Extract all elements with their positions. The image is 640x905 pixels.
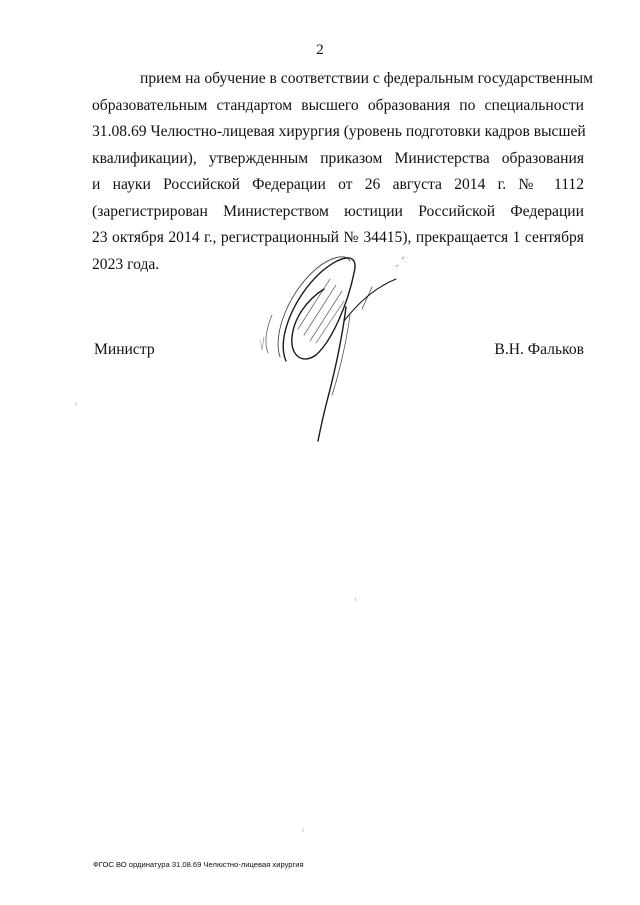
signer-title: Министр bbox=[94, 341, 155, 358]
paragraph-line: образовательным стандартом высшего образования по специальности bbox=[92, 96, 584, 114]
signer-name: В.Н. Фальков bbox=[494, 341, 584, 358]
paragraph-line: 2023 года. bbox=[92, 255, 160, 273]
paragraph-line: 31.08.69 Челюстно-лицевая хирургия (уровень подготовки кадров высшей bbox=[92, 123, 586, 140]
paragraph-line: и науки Российской Федерации от 26 августа 2014 г. № 1112 bbox=[92, 176, 584, 193]
paragraph-line: квалификации), утвержденным приказом Министерства образования bbox=[92, 149, 584, 167]
handwritten-signature bbox=[250, 245, 420, 445]
footer-reference: ФГОС ВО ординатура 31.08.69 Челюстно-лицевая хирургия bbox=[93, 860, 304, 869]
paragraph-line: 23 октября 2014 г., регистрационный № 34415), прекращается 1 сентября bbox=[92, 229, 584, 246]
paragraph-line: прием на обучение в соответствии с федеральным государственным bbox=[140, 70, 593, 87]
page-number: 2 bbox=[316, 42, 324, 58]
paragraph-line: (зарегистрирован Министерством юстиции Российской Федерации bbox=[92, 202, 584, 220]
